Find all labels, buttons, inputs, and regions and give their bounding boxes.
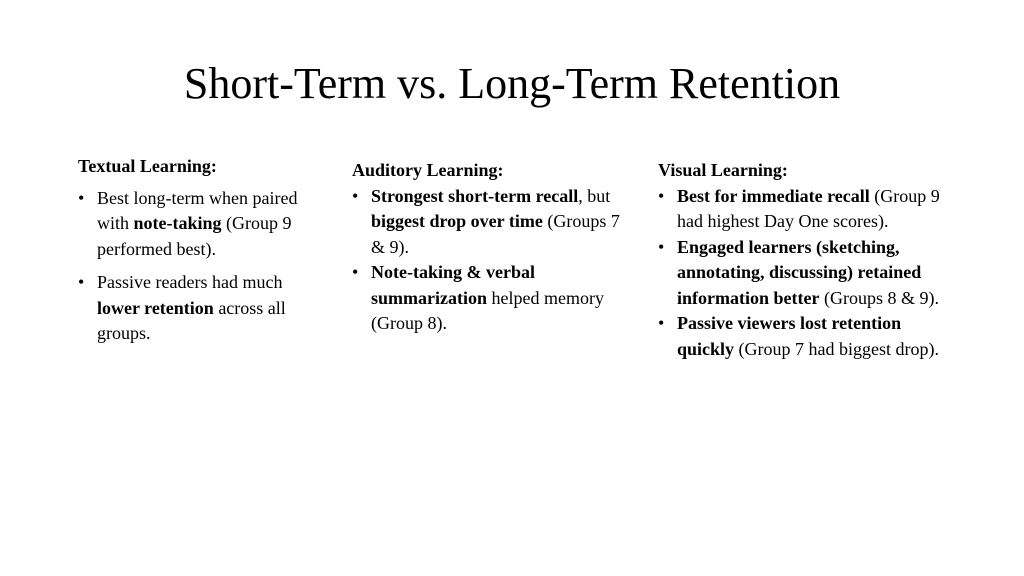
emphasis-text: Strongest short-term recall [371,185,579,206]
emphasis-text: Passive viewers lost retention quickly [677,313,902,359]
bullet-icon: • [658,313,665,333]
list-item: • Strongest short-term recall, but biggest drop over time (Groups 7 & 9). [352,185,620,257]
bullet-icon: • [352,262,359,282]
textual-learning-heading: Textual Learning: [78,156,217,176]
emphasis-text: Note-taking & verbal summarization [371,262,535,308]
bullet-icon: • [352,185,359,206]
emphasis-text: note-taking [133,213,222,233]
bullet-icon: • [658,185,665,206]
list-item: • Passive viewers lost retention quickly (Group 7 had biggest drop). [658,313,939,359]
slide-title: Short-Term vs. Long-Term Retention [183,59,841,108]
visual-learning-column [658,158,958,362]
auditory-learning-column [352,158,622,337]
visual-learning-list [658,184,958,363]
list-item: • Best long-term when paired with note-taking (Group 9 performed best). [78,187,298,259]
list-item: • Passive readers had much lower retention across all groups. [78,272,286,343]
list-item: • Engaged learners (sketching, annotating, discussing) retained information better (Groups 8 & 9). [658,236,939,308]
bullet-icon: • [658,236,665,257]
emphasis-text: Best for immediate recall [677,185,870,206]
visual-learning-heading: Visual Learning: [658,160,788,180]
bullet-icon: • [78,187,85,208]
emphasis-text: Engaged learners (sketching, annotating, discussing) retained information better [677,236,922,308]
emphasis-text: lower retention [97,297,214,318]
auditory-learning-list [352,184,622,337]
list-item: • Note-taking & verbal summarization helped memory (Group 8). [352,262,604,333]
auditory-learning-heading: Auditory Learning: [352,160,504,180]
textual-learning-list [78,186,318,347]
textual-learning-column [78,154,318,355]
list-item: • Best for immediate recall (Group 9 had highest Day One scores). [658,185,940,231]
bullet-icon: • [78,272,85,292]
emphasis-text: biggest drop over time [371,211,543,231]
